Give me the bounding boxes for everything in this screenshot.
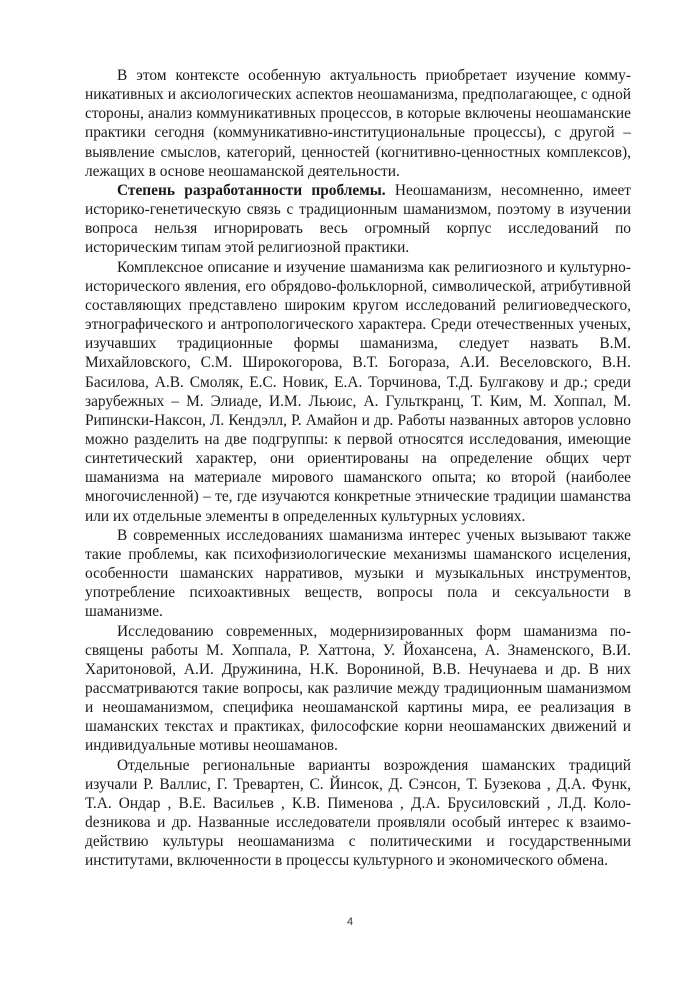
- paragraph-5-text: Исследованию современных, модернизированных форм шаманизма посвящены работы М. Хоппала, Р. Хаттона, У. Йохансена, А. Знаменского, В.И. Харитоновой, А.И. Дружинина, Н.К. Ворониной, В.В. Нечунаева и др. В них рассматриваются такие вопросы, как различие между традиционным шаманизмом и неошаманизмом, специфика неошаманской картины мира, ее реализация в шаманских текстах и практиках, философские корни неошаманских движений и индивидуальные мотивы неошаманов.: [85, 622, 631, 755]
- paragraph-5: [85, 622, 631, 756]
- page-number: 4: [346, 916, 354, 928]
- paragraph-6: [85, 756, 631, 871]
- paragraph-2: [85, 181, 631, 258]
- paragraph-2-lead: Степень разработанности проблемы.: [117, 181, 386, 199]
- paragraph-4-text: В современных исследованиях шаманизма интерес ученых вызывают также такие проблемы, как психофизиологические механизмы шаманского исцеления, особенности шаманских нарративов, музыки и музыкальных инструментов, употребление психоактивных веществ, вопросы пола и сексуальности в шаманизме.: [85, 526, 631, 621]
- paragraph-4: [85, 526, 631, 622]
- document-body: [85, 66, 631, 871]
- paragraph-3-text: Комплексное описание и изучение шаманизма как религиозного и культурно-исторического явления, его обрядово-фольклорной, символической, атрибутивной составляющих представлено широким кругом исследований религиоведческого, этнографического и антропологического характера. Среди отечественных ученых, изучавших традиционные формы шаманизма, следует назвать В.М. Михайловского, С.М. Широкогорова, В.Т. Богораза, А.И. Веселовского, В.Н. Басилова, А.В. Смоляк, Е.С. Новик, Е.А. Торчинова, Т.Д. Булгакову и др.; среди зарубежных – М. Элиаде, И.М. Льюис, А. Гульткранц, Т. Ким, М. Хоппал, М. Рипински-Наксон, Л. Кендэлл, Р. Амайон и др. Работы названных авторов условно можно разделить на две подгруппы: к первой относятся исследования, имеющие синтетический характер, они ориентированы на определение общих черт шаманизма на материале мирового шаманского опыта; ко второй (наиболее многочисленной) – те, где изучаются конкретные этнические традиции шаманства или их отдельные элементы в определенных культурных условиях.: [85, 258, 631, 525]
- paragraph-6-text: Отдельные региональные варианты возрождения шаманских традиций изучали Р. Валлис, Г. Тревартен, С. Йинсок, Д. Сэнсон, Т. Бузекова , Д.А. Функ, Т.А. Ондар , В.Е. Васильев , К.В. Пименова , Д.А. Брусиловский , Л.Д. Колоdезникова и др. Названные исследователи проявляли особый интерес к взаимодействию культуры неошаманизма с политическими и государственными институтами, включенности в процессы культурного и экономического обмена.: [85, 756, 631, 870]
- paragraph-3: [85, 258, 631, 526]
- paragraph-1-text: В этом контексте особенную актуальность приобретает изучение коммуникативных и аксиологических аспектов неошаманизма, предполагающее, с одной стороны, анализ коммуникативных процессов, в которые включены неошаманские практики сегодня (коммуникативно-институциональные процессы), с другой – выявление смыслов, категорий, ценностей (когнитивно-ценностных комплексов), лежащих в основе неошаманской деятельности.: [85, 67, 631, 180]
- paragraph-2-text: Неошаманизм, несомненно, имеет историко-генетическую связь с традиционным шаманизмом, поэтому в изучении вопроса нельзя игнорировать весь огромный корпус исследований по историческим типам этой религиозной практики.: [85, 181, 631, 257]
- paragraph-1: [85, 66, 631, 181]
